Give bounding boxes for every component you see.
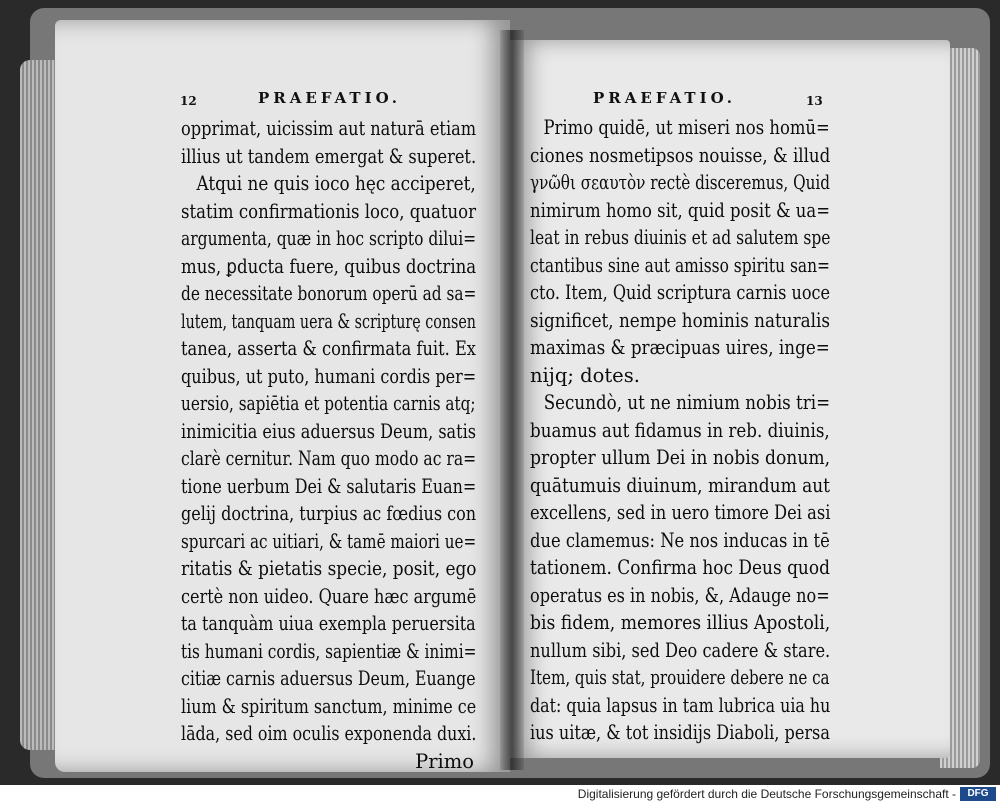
- left-page-edges: [20, 60, 60, 750]
- text-line: illius ut tandem emergat & superet.: [181, 144, 477, 168]
- right-page-text: [530, 114, 830, 747]
- text-line: ritatis & pietatis specie, posit, ego: [181, 557, 477, 580]
- text-line: spurcari ac uitiari, & tamē maiori ue=: [181, 529, 477, 553]
- text-line: leat in rebus diuinis et ad salutem spe: [530, 226, 831, 249]
- text-line: nullum sibi, sed Deo cadere & stare.: [530, 638, 831, 662]
- text-line: mus, ꝑducta fuere, quibus doctrina: [181, 254, 477, 278]
- text-line: de necessitate bonorum operū ad sa=: [181, 282, 477, 305]
- text-line: cto. Item, Quid scriptura carnis uoce: [530, 281, 831, 304]
- text-line: dat: quia lapsus in tam lubrica uia hu: [530, 693, 831, 717]
- text-line: Atqui ne quis ioco hęc acciperet,: [196, 172, 476, 195]
- text-line: certè non uideo. Quare hæc argumē: [181, 584, 477, 608]
- text-line: ta tanquàm uiua exempla peruersita: [181, 612, 476, 635]
- catchword: Primo: [415, 749, 474, 773]
- right-folio: 13: [806, 94, 823, 108]
- text-line: nijq; dotes.: [530, 363, 640, 387]
- text-line: nimirum homo sit, quid posit & ua=: [530, 198, 830, 222]
- text-line: maximas & præcipuas uires, inge=: [530, 336, 830, 359]
- left-page-text: [181, 115, 476, 775]
- text-line: Item, quis stat, prouidere debere ne ca: [530, 666, 830, 689]
- text-line: tationem. Confirma hoc Deus quod: [530, 556, 830, 579]
- text-line: operatus es in nobis, &, Adauge no=: [530, 583, 830, 607]
- left-running-head: PRAEFATIO.: [258, 89, 401, 107]
- text-line: propter ullum Dei in nobis donum,: [530, 446, 831, 469]
- text-line: citiæ carnis aduersus Deum, Euange: [181, 667, 476, 690]
- text-line: argumenta, quæ in hoc scripto dilui=: [181, 227, 477, 250]
- text-line: statim confirmationis loco, quatuor: [181, 199, 476, 223]
- text-line: due clamemus: Ne nos inducas in tē: [530, 528, 830, 552]
- text-line: ciones nosmetipsos nouisse, & illud: [530, 143, 831, 167]
- text-line: quātumuis diuinum, mirandum aut: [530, 473, 831, 497]
- text-line: Secundò, ut ne nimium nobis tri=: [543, 391, 831, 414]
- right-running-head: PRAEFATIO.: [593, 89, 736, 107]
- text-line: γνῶθι σεαυτὸν rectè disceremus, Quid: [530, 171, 831, 194]
- text-line: clarè cernitur. Nam quo modo ac ra=: [181, 447, 477, 470]
- text-line: inimicitia eius aduersus Deum, satis: [181, 419, 476, 443]
- text-line: lāda, sed oim oculis exponenda duxi.: [181, 722, 477, 745]
- text-line: lutem, tanquam uera & scripturę consen: [181, 309, 476, 333]
- digitization-footer: [0, 785, 1000, 804]
- left-folio: 12: [180, 94, 197, 108]
- text-line: ctantibus sine aut amisso spiritu san=: [530, 253, 830, 277]
- text-line: Primo quidē, ut miseri nos homū=: [543, 116, 830, 139]
- text-line: excellens, sed in uero timore Dei asi: [530, 501, 831, 524]
- text-line: gelij doctrina, turpius ac fœdius con: [181, 502, 477, 525]
- text-line: buamus aut fidamus in reb. diuinis,: [530, 418, 830, 442]
- text-line: opprimat, uicissim aut naturā etiam: [181, 117, 477, 140]
- funding-credit: Digitalisierung gefördert durch die Deutsche Forschungsgemeinschaft -: [577, 787, 956, 801]
- text-line: tanea, asserta & confirmata fuit. Ex: [181, 337, 476, 360]
- book-gutter: [500, 30, 524, 770]
- text-line: quibus, ut puto, humani cordis per=: [181, 364, 477, 388]
- text-line: ius uitæ, & tot insidijs Diaboli, persa: [530, 721, 830, 744]
- text-line: lium & spiritum sanctum, minime ce: [181, 694, 477, 718]
- text-line: bis fidem, memores illius Apostoli,: [530, 611, 831, 634]
- text-line: significet, nempe hominis naturalis: [530, 308, 831, 332]
- dfg-logo: DFG: [960, 787, 996, 801]
- text-line: tione uerbum Dei & salutaris Euan=: [181, 474, 477, 498]
- text-line: uersio, sapiētia et potentia carnis atq;: [181, 392, 476, 415]
- text-line: tis humani cordis, sapientiæ & inimi=: [181, 639, 477, 663]
